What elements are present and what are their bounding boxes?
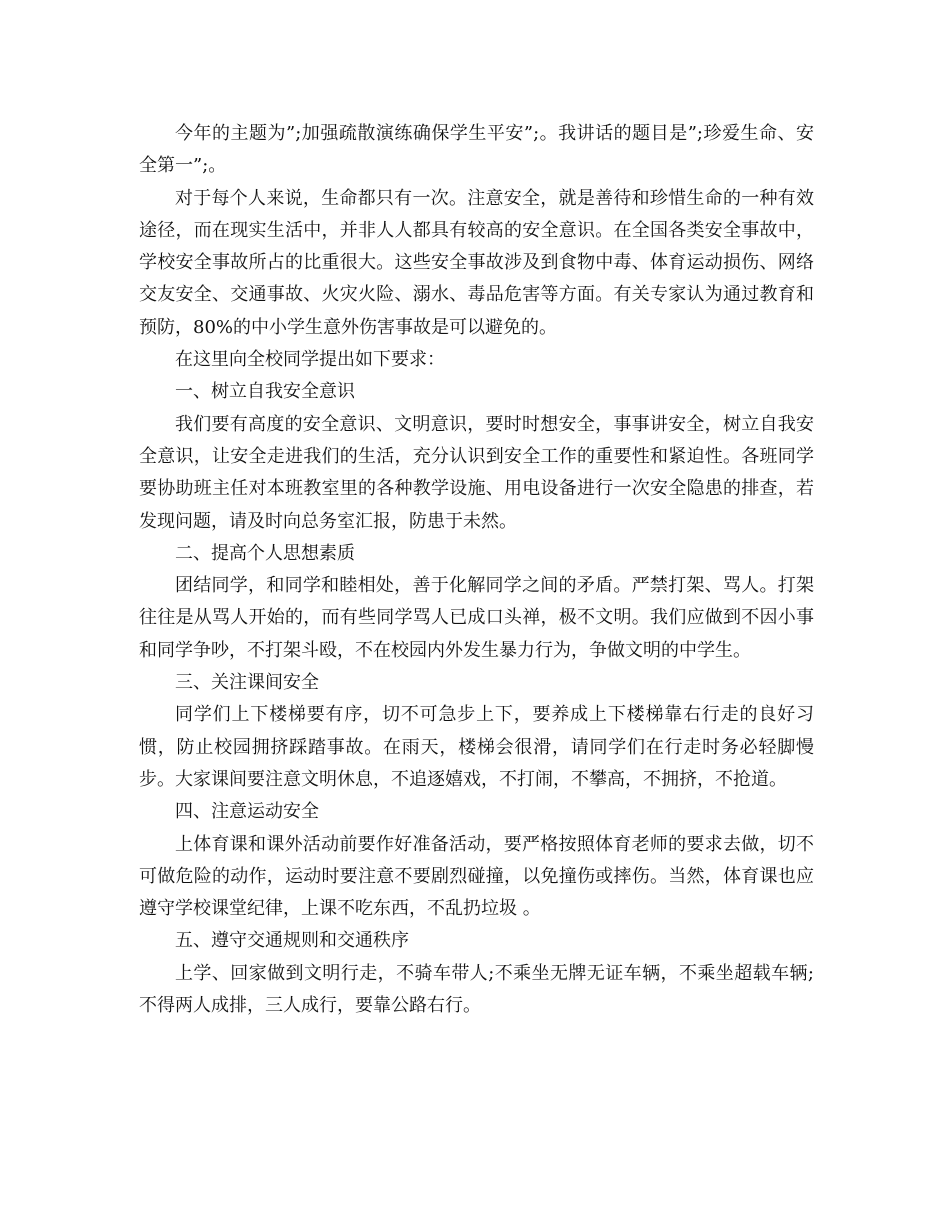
section-heading-2: 二、提高个人思想素质 <box>175 542 355 564</box>
document-body <box>139 118 814 1022</box>
paragraph-requirements-lead: 在这里向全校同学提出如下要求： <box>175 349 445 371</box>
section-heading-5: 五、遵守交通规则和交通秩序 <box>175 930 409 952</box>
paragraph-section-4: 上体育课和课外活动前要作好准备活动，要严格按照体育老师的要求去做，切不可做危险的动作，运动时要注意不要剧烈碰撞，以免撞伤或摔伤。当然，体育课也应遵守学校课堂纪律，上课不吃东西，不乱扔垃圾 。 <box>139 833 814 920</box>
section-heading-4: 四、注意运动安全 <box>175 801 319 823</box>
section-heading-1: 一、树立自我安全意识 <box>175 381 355 403</box>
section-heading-3: 三、关注课间安全 <box>175 672 319 694</box>
paragraph-section-5: 上学、回家做到文明行走，不骑车带人;不乘坐无牌无证车辆，不乘坐超载车辆;不得两人成排，三人成行，要靠公路右行。 <box>139 962 814 1017</box>
paragraph-theme: 今年的主题为”;加强疏散演练确保学生平安”;。我讲话的题目是”;珍爱生命、安全第一”;。 <box>139 123 814 177</box>
paragraph-section-1: 我们要有高度的安全意识、文明意识，要时时想安全，事事讲安全，树立自我安全意识，让安全走进我们的生活，充分认识到安全工作的重要性和紧迫性。各班同学要协助班主任对本班教室里的各种教学设施、用电设备进行一次安全隐患的排查，若发现问题，请及时向总务室汇报，防患于未然。 <box>139 413 814 532</box>
paragraph-section-2: 团结同学，和同学和睦相处，善于化解同学之间的矛盾。严禁打架、骂人。打架往往是从骂人开始的，而有些同学骂人已成口头禅，极不文明。我们应做到不因小事和同学争吵，不打架斗殴，不在校园内外发生暴力行为，争做文明的中学生。 <box>139 575 814 661</box>
paragraph-intro: 对于每个人来说，生命都只有一次。注意安全，就是善待和珍惜生命的一种有效途径，而在现实生活中，并非人人都具有较高的安全意识。在全国各类安全事故中，学校安全事故所占的比重很大。这些安全事故涉及到食物中毒、体育运动损伤、网络交友安全、交通事故、火灾火险、溺水、毒品危害等方面。有关专家认为通过教育和预防，80%的中小学生意外伤害事故是可以避免的。 <box>139 187 814 338</box>
paragraph-section-3: 同学们上下楼梯要有序，切不可急步上下，要养成上下楼梯靠右行走的良好习惯，防止校园拥挤踩踏事故。在雨天，楼梯会很滑，请同学们在行走时务必轻脚慢步。大家课间要注意文明休息，不追逐嬉戏，不打闹，不攀高，不拥挤，不抢道。 <box>139 704 814 790</box>
